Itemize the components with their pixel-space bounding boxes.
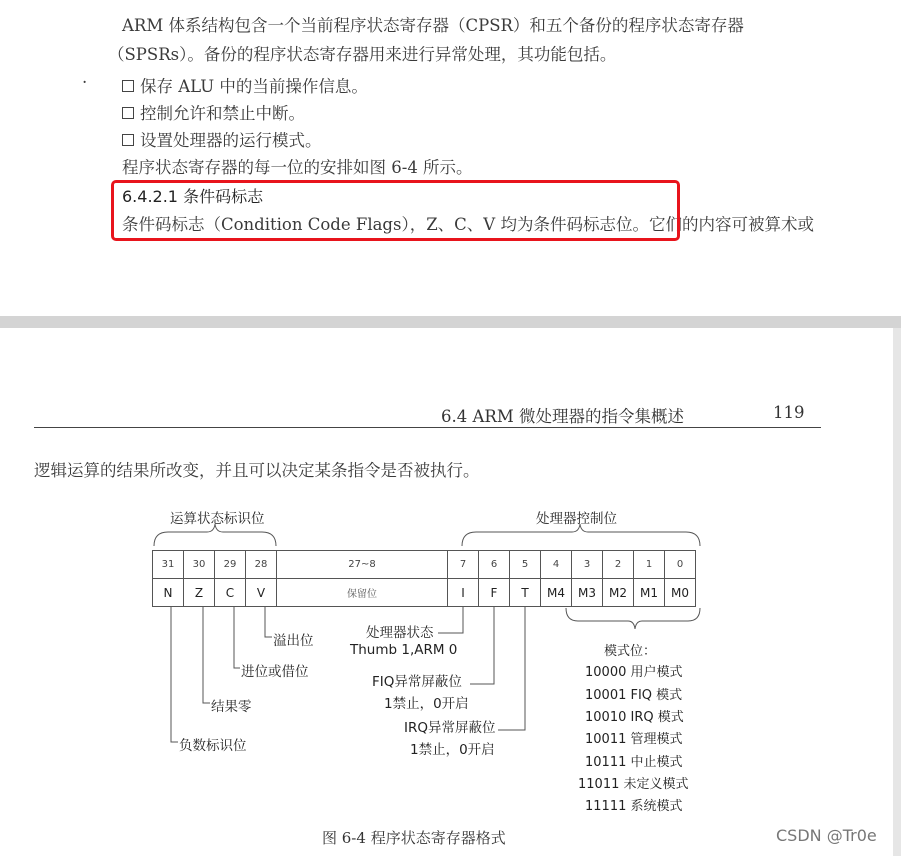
callout-overflow: 溢出位 (273, 633, 314, 649)
bit-number-cell: 4 (541, 551, 572, 579)
bit-number-cell: 27~8 (277, 551, 448, 579)
bit-name-cell: M4 (541, 579, 572, 607)
leader-state (438, 606, 463, 633)
bit-name-cell: N (153, 579, 184, 607)
page-number: 119 (773, 403, 805, 422)
section-text-highlighted: 条件码标志（Condition Code Flags），Z、C、V 均为条件码标志位。 (122, 215, 649, 234)
bit-name-cell: F (479, 579, 510, 607)
bit-name-cell: M3 (572, 579, 603, 607)
figure-caption: 图 6-4 程序状态寄存器格式 (322, 829, 506, 847)
mode-item: 10010 IRQ 模式 (585, 710, 684, 725)
bit-number-cell: 7 (448, 551, 479, 579)
callout-processor-state: 处理器状态 (366, 625, 434, 641)
leader-negative (171, 606, 178, 742)
bit-number-cell: 2 (603, 551, 634, 579)
stray-dot: . (82, 68, 88, 87)
bit-number-cell: 1 (634, 551, 665, 579)
bit-number-cell: 28 (246, 551, 277, 579)
callout-irq: IRQ异常屏蔽位 (404, 720, 496, 736)
section-text-tail: 它们的内容可被算术或 (648, 215, 814, 234)
callout-carry: 进位或借位 (241, 664, 309, 680)
section-heading: 6.4.2.1 条件码标志 (122, 187, 264, 206)
paragraph-line: 程序状态寄存器的每一位的安排如图 6-4 所示。 (122, 158, 473, 177)
paragraph-line: ARM 体系结构包含一个当前程序状态寄存器（CPSR）和五个备份的程序状态寄存器 (122, 16, 744, 35)
bit-name-cell: C (215, 579, 246, 607)
leader-zero (203, 606, 210, 703)
csdn-watermark: CSDN @Tr0e (776, 826, 877, 845)
mode-item: 10000 用户模式 (585, 665, 683, 680)
mode-item: 10011 管理模式 (585, 732, 683, 747)
running-header: 6.4 ARM 微处理器的指令集概述 (441, 407, 684, 426)
bit-name-cell: M0 (665, 579, 696, 607)
bit-number-cell: 6 (479, 551, 510, 579)
mode-bits-title: 模式位： (604, 644, 657, 659)
bullet-text: 控制允许和禁止中断。 (140, 104, 305, 123)
paragraph-line: 逻辑运算的结果所改变，并且可以决定某条指令是否被执行。 (34, 461, 480, 480)
brace-control-bits (462, 524, 700, 546)
brace-label-condition-flags: 运算状态标识位 (170, 511, 265, 527)
bit-name-cell: M1 (634, 579, 665, 607)
callout-fiq-values: 1禁止，0开启 (384, 696, 469, 712)
bit-name-cell: V (246, 579, 277, 607)
bullet-text: 保存 ALU 中的当前操作信息。 (140, 77, 368, 96)
brace-label-control-bits: 处理器控制位 (536, 511, 617, 527)
brace-condition-flags (154, 524, 276, 546)
bit-name-cell: T (510, 579, 541, 607)
mode-item: 10111 中止模式 (585, 755, 683, 770)
bit-number-cell: 30 (184, 551, 215, 579)
bit-number-cell: 5 (510, 551, 541, 579)
leader-carry (234, 606, 240, 668)
mode-item: 10001 FIQ 模式 (585, 688, 683, 703)
bit-name-cell: 保留位 (277, 579, 448, 607)
leader-irq (498, 606, 525, 730)
callout-processor-state-values: Thumb 1,ARM 0 (350, 642, 458, 658)
bit-number-cell: 3 (572, 551, 603, 579)
paragraph-line: （SPSRs）。备份的程序状态寄存器用来进行异常处理，其功能包括。 (108, 45, 617, 64)
callout-zero: 结果零 (211, 699, 252, 715)
mode-item: 11111 系统模式 (585, 799, 683, 814)
bit-name-cell: I (448, 579, 479, 607)
bit-name-cell: Z (184, 579, 215, 607)
bit-number-cell: 31 (153, 551, 184, 579)
callout-fiq: FIQ异常屏蔽位 (372, 674, 462, 690)
callout-negative: 负数标识位 (179, 738, 247, 754)
bit-number-cell: 0 (665, 551, 696, 579)
bullet-text: 设置处理器的运行模式。 (140, 131, 322, 150)
leader-overflow (265, 606, 272, 637)
brace-mode-bits (566, 608, 700, 629)
mode-item: 11011 未定义模式 (578, 777, 689, 792)
callout-irq-values: 1禁止，0开启 (410, 742, 495, 758)
leader-fiq (470, 606, 494, 684)
bit-number-cell: 29 (215, 551, 246, 579)
bit-name-cell: M2 (603, 579, 634, 607)
